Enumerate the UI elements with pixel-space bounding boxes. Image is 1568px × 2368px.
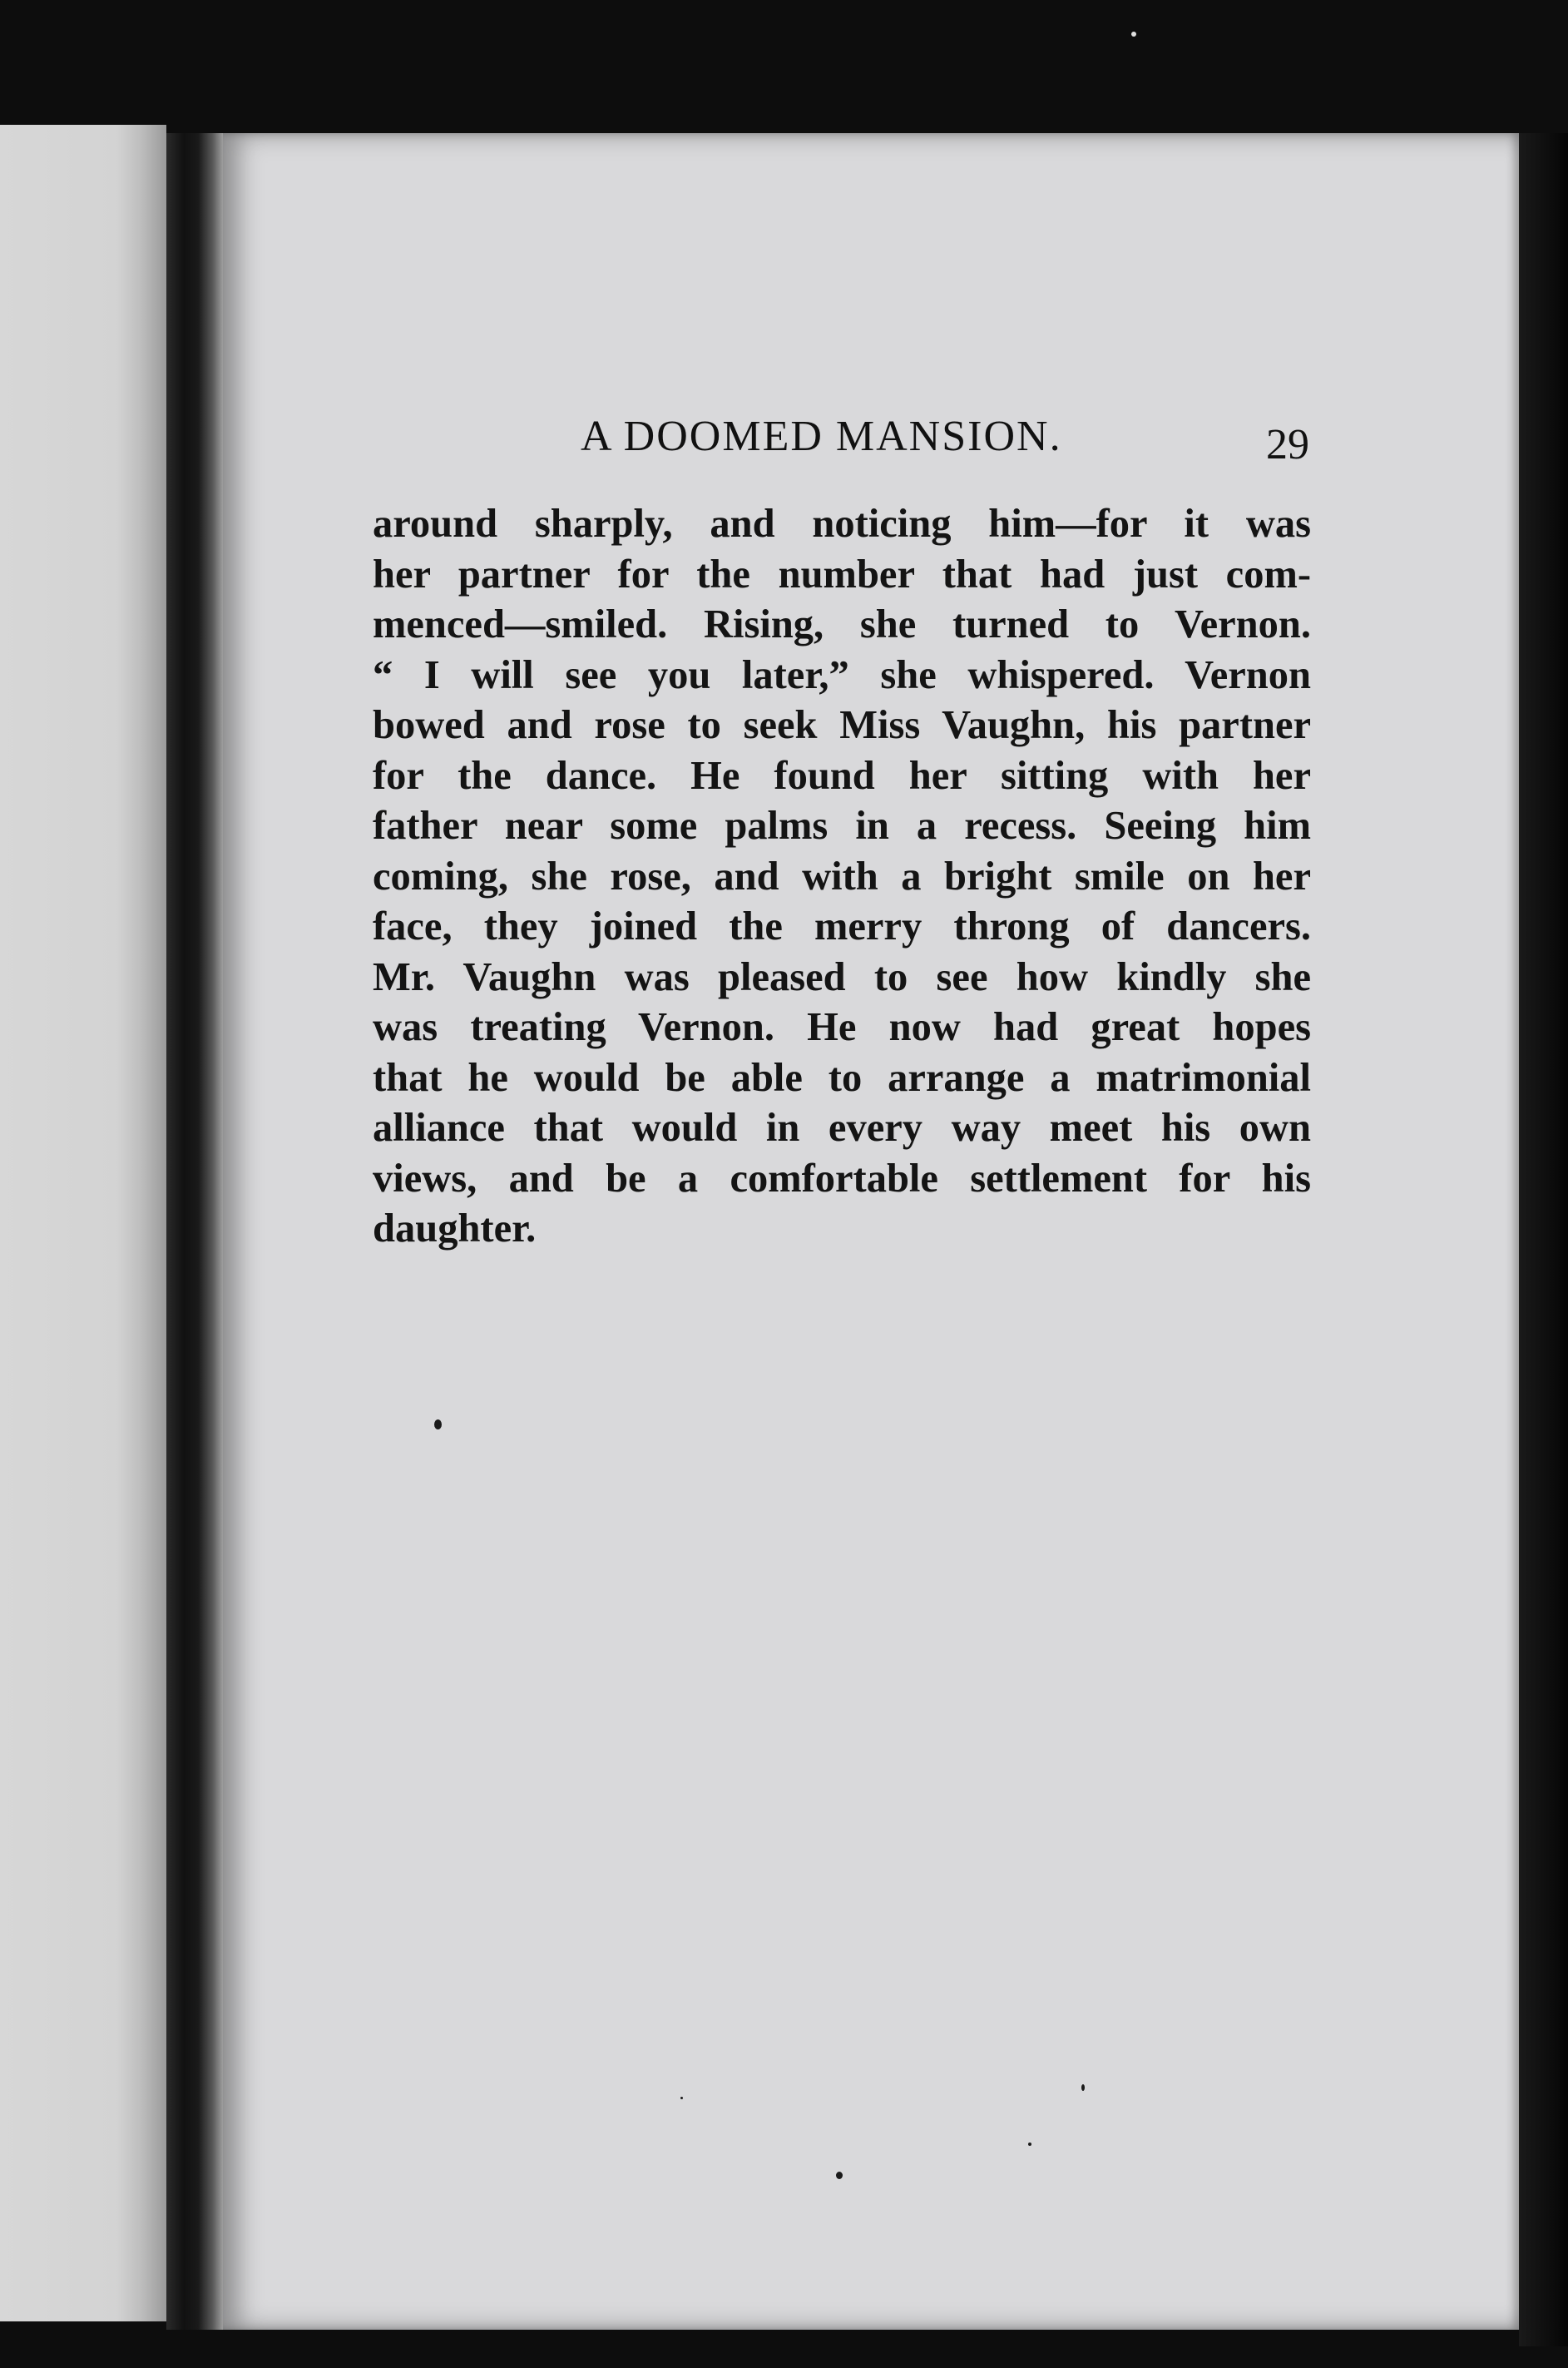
text-line: for the dance. He found her sitting with her: [373, 753, 1311, 798]
scan-speck: [1028, 2143, 1031, 2146]
text-line: views, and be a comfortable settlement for his: [373, 1156, 1311, 1201]
book-gutter: [166, 133, 225, 2330]
scan-speck: [1131, 32, 1136, 37]
page-right-shadow: [1519, 133, 1568, 2346]
text-line: menced—smiled. Rising, she turned to Vernon.: [373, 602, 1311, 646]
text-line: Mr. Vaughn was pleased to see how kindly she: [373, 954, 1311, 999]
text-line: that he would be able to arrange a matrimonial: [373, 1055, 1311, 1100]
text-line: her partner for the number that had just com-: [373, 552, 1311, 597]
running-head: A DOOMED MANSION.: [581, 413, 1062, 460]
scan-speck: [434, 1419, 442, 1429]
text-line: alliance that would in every way meet his own: [373, 1106, 1311, 1150]
scan-speck: [680, 2097, 683, 2099]
text-line: bowed and rose to seek Miss Vaughn, his partner: [373, 703, 1311, 747]
scan-speck: [1081, 2084, 1085, 2091]
text-line: was treating Vernon. He now had great hopes: [373, 1005, 1311, 1049]
body-text: [373, 499, 1311, 1255]
text-line: “ I will see you later,” she whispered. Vernon: [373, 652, 1311, 697]
page-number: 29: [1266, 421, 1309, 468]
text-line: face, they joined the merry throng of dancers.: [373, 904, 1311, 949]
text-line: father near some palms in a recess. Seeing him: [373, 804, 1311, 848]
text-line: daughter.: [373, 1206, 537, 1251]
scan-speck: [836, 2172, 843, 2179]
text-line: around sharply, and noticing him—for it was: [373, 502, 1311, 546]
facing-page-edge: [0, 125, 166, 2321]
text-line: coming, she rose, and with a bright smile on her: [373, 854, 1311, 899]
